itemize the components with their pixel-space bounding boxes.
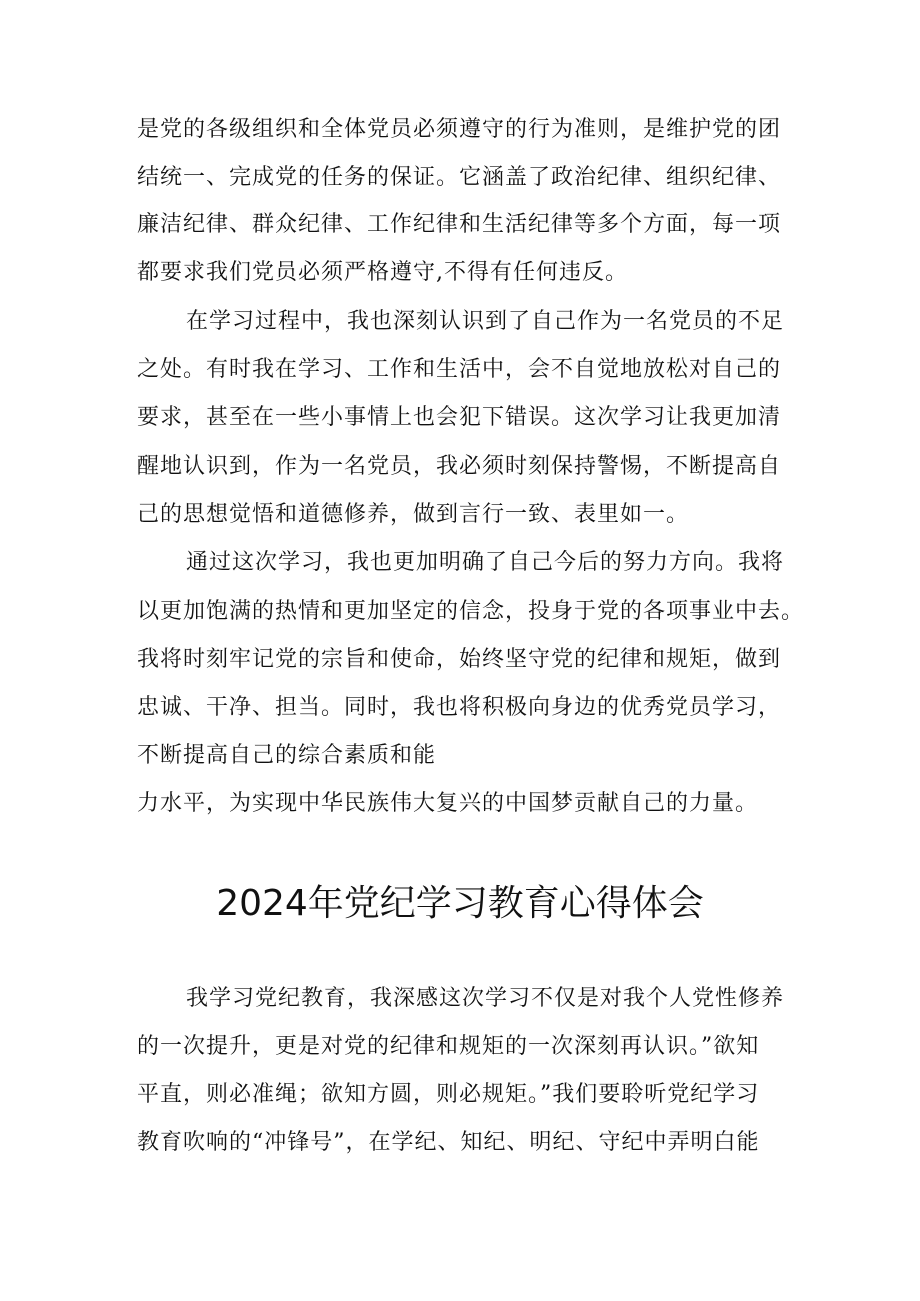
text-line: 通过这次学习，我也更加明确了自己今后的努力方向。我将 — [186, 550, 785, 575]
text-line: 不断提高自己的综合素质和能 — [137, 743, 437, 768]
text-line: 己的思想觉悟和道德修养，做到言行一致、表里如一。 — [137, 502, 690, 527]
document-title: 2024年党纪学习教育心得体会 — [216, 883, 704, 924]
text-line: 平直，则必准绳；欲知方圆，则必规矩。”我们要聆听党纪学习 — [137, 1082, 760, 1107]
text-line: 忠诚、干净、担当。同时，我也将积极向身边的优秀党员学习， — [137, 695, 782, 720]
text-line: 我学习党纪教育，我深感这次学习不仅是对我个人党性修养 — [186, 986, 785, 1011]
text-line: 都要求我们党员必须严格遵守,不得有任何违反。 — [137, 260, 628, 285]
text-line: 结统一、完成党的任务的保证。它涵盖了政治纪律、组织纪律、 — [137, 165, 782, 190]
text-line: 醒地认识到，作为一名党员，我必须时刻保持警惕，不断提高自 — [137, 454, 782, 479]
text-line: 廉洁纪律、群众纪律、工作纪律和生活纪律等多个方面，每一项 — [137, 212, 782, 237]
text-line: 力水平，为实现中华民族伟大复兴的中国梦贡献自己的力量。 — [137, 791, 759, 816]
text-line: 的一次提升，更是对党的纪律和规矩的一次深刻再认识。”欲知 — [137, 1034, 760, 1059]
text-line: 我将时刻牢记党的宗旨和使命，始终坚守党的纪律和规矩，做到 — [137, 647, 782, 672]
text-line: 是党的各级组织和全体党员必须遵守的行为准则，是维护党的团 — [137, 117, 782, 142]
text-line: 在学习过程中，我也深刻认识到了自己作为一名党员的不足 — [186, 309, 785, 334]
text-line: 要求，甚至在一些小事情上也会犯下错误。这次学习让我更加清 — [137, 405, 782, 430]
text-line: 之处。有时我在学习、工作和生活中，会不自觉地放松对自己的 — [137, 357, 782, 382]
text-line: 以更加饱满的热情和更加坚定的信念，投身于党的各项事业中去。 — [137, 599, 805, 624]
text-line: 教育吹响的“冲锋号”，在学纪、知纪、明纪、守纪中弄明白能 — [137, 1130, 760, 1155]
